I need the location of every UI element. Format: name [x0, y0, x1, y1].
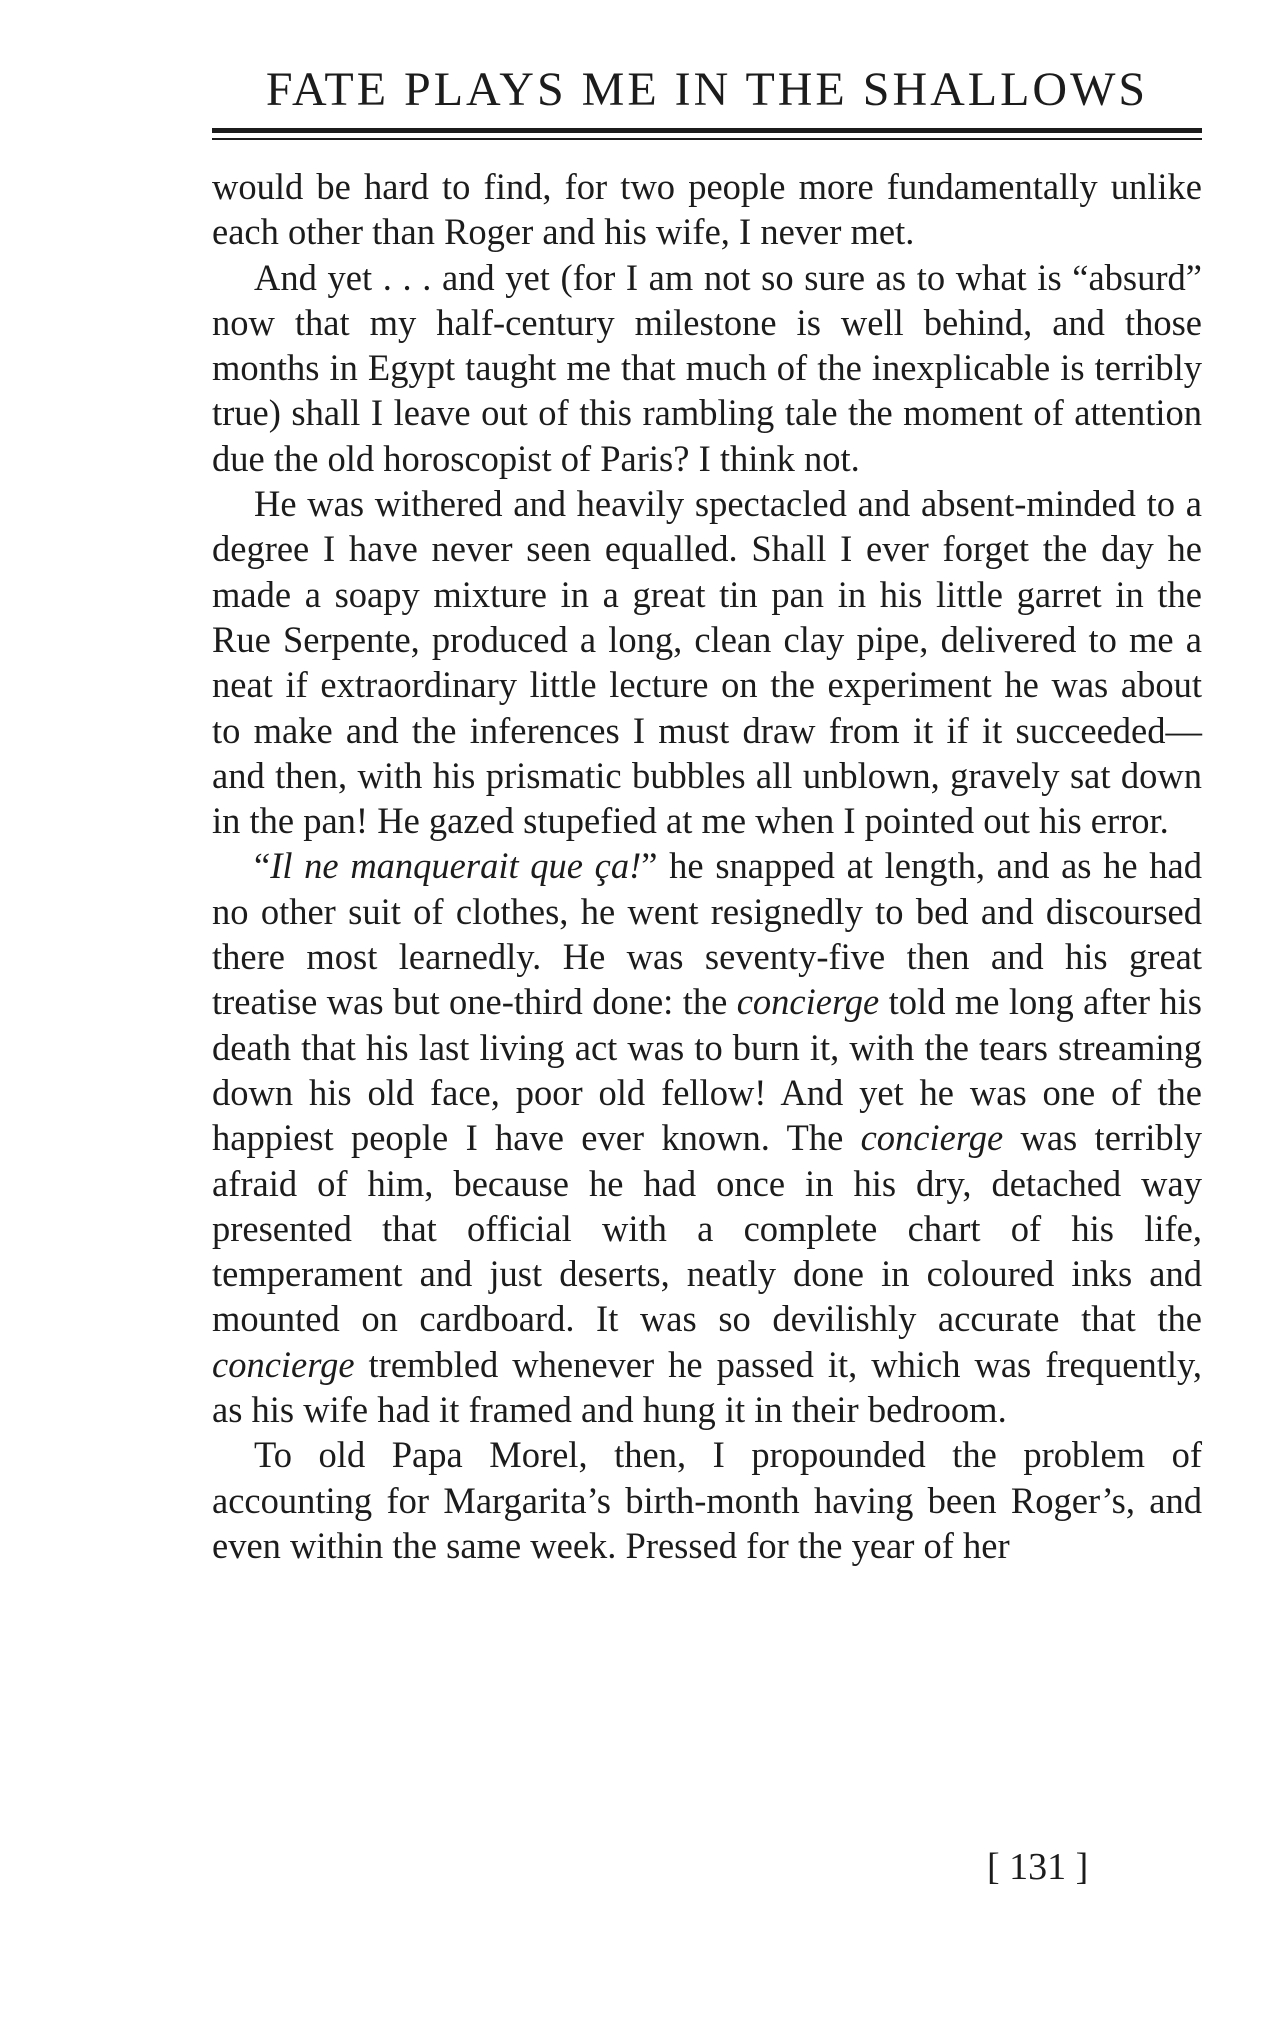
paragraph-4-part-4: trembled whenever he passed it, which was frequently, as his wife had it framed and hung it in their bedroom. — [212, 1343, 1202, 1431]
french-quotation: Il ne manquerait que ça! — [270, 845, 642, 887]
close-quote: ” — [641, 845, 658, 887]
header-rule-thick — [212, 128, 1202, 133]
page-number: [ 131 ] — [987, 1846, 1089, 1888]
paragraph-5: To old Papa Morel, then, I propounded the problem of accounting for Margarita’s birth-month having been Roger’s, and even within the same week. Pressed for the year of her — [212, 1434, 1202, 1566]
paragraph-4-part-2: told me long after his death that his last living act was to burn it, with the tears streaming down his old face, poor old fellow! And yet he was one of the happiest people I have ever known. The — [212, 981, 1202, 1159]
paragraph-4 — [212, 843, 1202, 1432]
open-quote: “ — [254, 845, 271, 887]
paragraph-2: And yet . . . and yet (for I am not so sure as to what is “absurd” now that my half-century milestone is well behind, and those months in Egypt taught me that much of the inexplicable is terribly true) shall I leave out of this rambling tale the moment of attention due the old horoscopist of Paris? I think not. — [212, 256, 1202, 479]
header-rule-thin — [212, 138, 1202, 140]
paragraph-4-part-3: was terribly afraid of him, because he had once in his dry, detached way presented that official with a complete chart of his life, temperament and just deserts, neatly done in coloured inks and mounted on cardboard. It was so devilishly accurate that the — [212, 1117, 1202, 1340]
body-text — [212, 164, 1202, 1568]
paragraph-3: He was withered and heavily spectacled and absent-minded to a degree I have never seen equalled. Shall I ever forget the day he made a soapy mixture in a great tin pan in his little garret in the Rue Serpente, produced a long, clean clay pipe, delivered to me a neat if extraordinary little lecture on the experiment he was about to make and the inferences I must draw from it if it succeeded—and then, with his prismatic bubbles all unblown, gravely sat down in the pan! He gazed stupefied at me when I pointed out his error. — [212, 483, 1202, 842]
italic-concierge: concierge — [860, 1117, 1004, 1159]
italic-concierge: concierge — [736, 981, 880, 1023]
running-head: FATE PLAYS ME IN THE SHALLOWS — [265, 63, 1149, 116]
paragraph-4-part-1: he snapped at length, and as he had no other suit of clothes, he went resignedly to bed and discoursed there most learnedly. He was seventy-five then and his great treatise was but one-third done: the — [212, 845, 1202, 1023]
paragraph-1: would be hard to find, for two people more fundamentally unlike each other than Roger and his wife, I never met. — [212, 166, 1202, 253]
italic-concierge: concierge — [212, 1343, 355, 1385]
